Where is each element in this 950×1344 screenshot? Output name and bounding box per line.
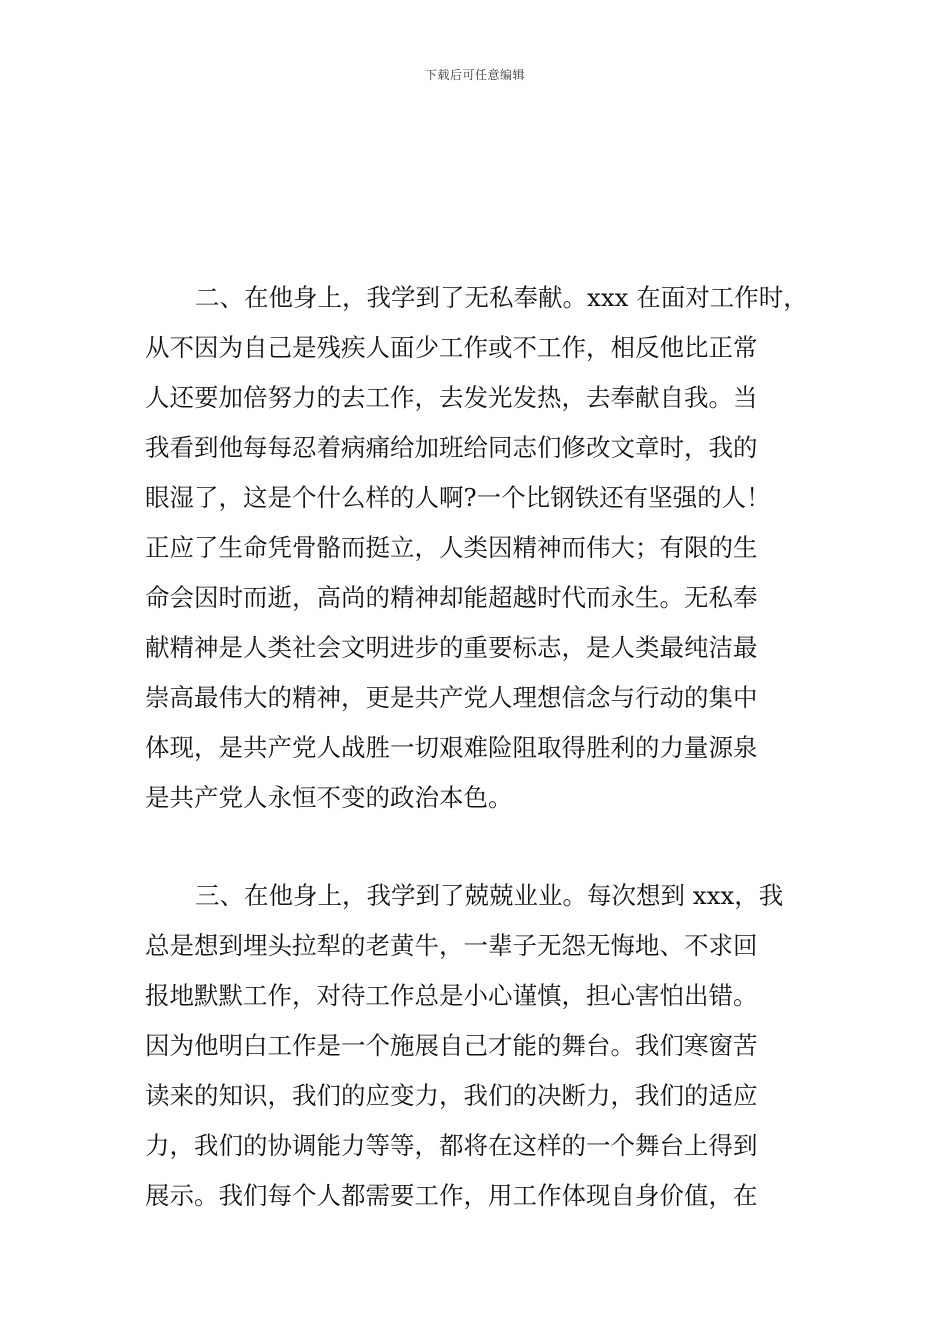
text-line: 献精神是人类社会文明进步的重要标志，是人类最纯洁最: [145, 633, 758, 662]
text-line: 崇高最伟大的精神，更是共产党人理想信念与行动的集中: [145, 683, 758, 712]
text-line: 力，我们的协调能力等等，都将在这样的一个舞台上得到: [145, 1131, 758, 1160]
text-line: 我看到他每每忍着病痛给加班给同志们修改文章时，我的: [145, 433, 758, 462]
text-line: 命会因时而逝，高尚的精神却能超越时代而永生。无私奉: [145, 583, 758, 612]
page-header: 下载后可任意编辑: [424, 68, 525, 82]
text-line: 读来的知识，我们的应变力，我们的决断力，我们的适应: [145, 1081, 758, 1110]
text-line: 是共产党人永恒不变的政治本色。: [145, 783, 513, 812]
text-line: 体现，是共产党人战胜一切艰难险阻取得胜利的力量源泉: [145, 733, 758, 762]
text-line: 正应了生命凭骨骼而挺立，人类因精神而伟大；有限的生: [145, 533, 758, 562]
text-line: 眼湿了，这是个什么样的人啊?一个比钢铁还有坚强的人！: [145, 483, 771, 512]
paragraph-selfless-dedication: [145, 273, 810, 823]
text-line: 因为他明白工作是一个施展自己才能的舞台。我们寒窗苦: [145, 1031, 758, 1060]
text-line: 二、在他身上，我学到了无私奉献。xxx 在面对工作时，: [195, 283, 808, 312]
text-line: 人还要加倍努力的去工作，去发光发热，去奉献自我。当: [145, 383, 758, 412]
text-line: 展示。我们每个人都需要工作，用工作体现自身价值，在: [145, 1181, 758, 1210]
paragraph-diligence: [145, 871, 810, 1221]
text-line: 从不因为自己是残疾人面少工作或不工作，相反他比正常: [145, 333, 758, 362]
text-line: 总是想到埋头拉犁的老黄牛，一辈子无怨无悔地、不求回: [145, 931, 758, 960]
text-line: 三、在他身上，我学到了兢兢业业。每次想到 xxx，我: [195, 881, 784, 910]
text-line: 报地默默工作，对待工作总是小心谨慎，担心害怕出错。: [145, 981, 758, 1010]
